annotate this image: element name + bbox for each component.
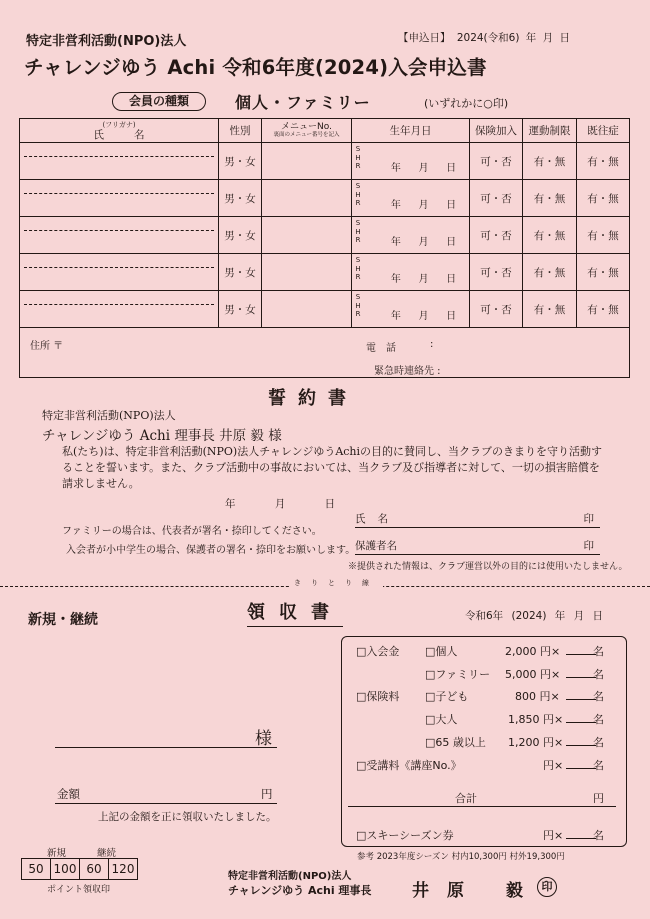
era-options[interactable] bbox=[354, 145, 362, 171]
footer-chair: チャレンジゆう Achi 理事長 bbox=[228, 884, 372, 897]
fee-family[interactable]: □ファミリー bbox=[425, 668, 491, 681]
amount-line[interactable] bbox=[55, 803, 277, 804]
fee-count-line[interactable] bbox=[566, 827, 596, 839]
era-option: S bbox=[355, 182, 361, 190]
birth-year-label: 年 bbox=[390, 163, 401, 174]
fee-total-label: 合計 bbox=[455, 792, 477, 805]
col-name-label: 氏名 bbox=[93, 129, 175, 141]
fee-admission[interactable]: □入会金 bbox=[356, 645, 400, 658]
total-line[interactable] bbox=[348, 806, 616, 807]
insurance-field[interactable]: 可・否 bbox=[470, 143, 523, 180]
fee-unit: 名 bbox=[593, 690, 604, 703]
name-field[interactable] bbox=[20, 254, 219, 291]
menu-field[interactable] bbox=[262, 143, 352, 180]
fee-child-price: 800 円× bbox=[515, 690, 560, 703]
menu-field[interactable] bbox=[262, 217, 352, 254]
menu-field[interactable] bbox=[262, 254, 352, 291]
birth-field[interactable] bbox=[352, 291, 470, 328]
furigana-divider bbox=[24, 230, 214, 231]
era-option: S bbox=[355, 256, 361, 264]
furigana-label: (フリガナ) bbox=[102, 121, 136, 129]
birth-month-label: 月 bbox=[418, 274, 429, 285]
era-options[interactable] bbox=[354, 219, 362, 245]
birth-month-label: 月 bbox=[418, 311, 429, 322]
pledge-org: 特定非営利活動(NPO)法人 bbox=[42, 409, 176, 422]
fee-adult[interactable]: □大人 bbox=[425, 713, 458, 726]
fee-unit: 名 bbox=[593, 645, 604, 658]
gender-field[interactable]: 男・女 bbox=[219, 180, 262, 217]
birth-month-label: 月 bbox=[418, 163, 429, 174]
name-field[interactable] bbox=[20, 143, 219, 180]
fee-count-line[interactable] bbox=[566, 643, 596, 655]
era-option: H bbox=[355, 190, 361, 199]
birth-year-label: 年 bbox=[390, 200, 401, 211]
emergency-contact-label: 緊急時連絡先 : bbox=[374, 366, 441, 377]
guardian-field[interactable] bbox=[355, 538, 600, 555]
furigana-divider bbox=[24, 304, 214, 305]
col-menu bbox=[262, 119, 352, 143]
footer-chair-name: 井原 毅 bbox=[412, 881, 541, 901]
restriction-field[interactable]: 有・無 bbox=[523, 143, 577, 180]
org-name: 特定非営利活動(NPO)法人 bbox=[26, 34, 187, 49]
fee-ski[interactable]: □スキーシーズン券 bbox=[356, 829, 454, 842]
received-statement: 上記の金額を正に領収いたしました。 bbox=[98, 811, 277, 823]
address-row bbox=[20, 328, 630, 378]
gender-field[interactable]: 男・女 bbox=[219, 217, 262, 254]
amount-yen: 円 bbox=[261, 787, 273, 801]
footer-org: 特定非営利活動(NPO)法人 bbox=[228, 871, 352, 882]
insurance-field[interactable]: 可・否 bbox=[470, 254, 523, 291]
point-box[interactable]: 100 bbox=[50, 858, 80, 880]
era-option: H bbox=[355, 264, 361, 273]
restriction-field[interactable]: 有・無 bbox=[523, 254, 577, 291]
fee-unit: 名 bbox=[593, 759, 604, 772]
col-restriction: 運動制限 bbox=[523, 119, 577, 143]
col-birth: 生年月日 bbox=[352, 119, 470, 143]
fee-count-line[interactable] bbox=[566, 666, 596, 678]
restriction-field[interactable]: 有・無 bbox=[523, 217, 577, 254]
era-option: S bbox=[355, 145, 361, 153]
family-note: ファミリーの場合は、代表者が署名・捺印してください。 bbox=[62, 526, 322, 537]
cut-line-label: きりとり線 bbox=[290, 578, 383, 588]
restriction-field[interactable]: 有・無 bbox=[523, 180, 577, 217]
gender-field[interactable]: 男・女 bbox=[219, 254, 262, 291]
points-header: 新規 継続 bbox=[47, 848, 117, 859]
col-name bbox=[20, 119, 219, 143]
birth-field[interactable] bbox=[352, 180, 470, 217]
era-option: R bbox=[355, 199, 361, 207]
era-options[interactable] bbox=[354, 182, 362, 208]
point-box[interactable]: 120 bbox=[108, 858, 138, 880]
fee-unit: 名 bbox=[593, 713, 604, 726]
fee-course-price: 円× bbox=[543, 759, 564, 772]
member-row bbox=[20, 217, 630, 254]
birth-month-label: 月 bbox=[418, 200, 429, 211]
era-options[interactable] bbox=[354, 293, 362, 319]
pledge-addressee: チャレンジゆう Achi 理事長 井原 毅 様 bbox=[42, 428, 282, 444]
seal-mark: 印 bbox=[583, 513, 594, 525]
birth-day-label: 日 bbox=[446, 311, 457, 322]
fee-unit: 名 bbox=[593, 736, 604, 749]
member-type-note: (いずれかに○印) bbox=[424, 97, 509, 110]
pledge-title: 誓約書 bbox=[268, 388, 358, 409]
fee-ski-price: 円× bbox=[543, 829, 564, 842]
birth-field[interactable] bbox=[352, 217, 470, 254]
recipient-name-line[interactable] bbox=[55, 747, 277, 748]
minor-note: 入会者が小中学生の場合、保護者の署名・捺印をお願いします。 bbox=[66, 545, 356, 556]
birth-year-label: 年 bbox=[390, 237, 401, 248]
signature-field[interactable] bbox=[355, 511, 600, 528]
furigana-divider bbox=[24, 267, 214, 268]
history-field[interactable]: 有・無 bbox=[577, 217, 630, 254]
receipt-title: 領収書 bbox=[247, 598, 343, 627]
pledge-date: 年 月 日 bbox=[225, 498, 336, 510]
col-history: 既往症 bbox=[577, 119, 630, 143]
history-field[interactable]: 有・無 bbox=[577, 143, 630, 180]
member-row bbox=[20, 143, 630, 180]
pledge-body: 私(たち)は、特定非営利活動(NPO)法人チャレンジゆうAchiの目的に賛同し、当クラブのきまりを守り活動することを誓います。また、クラブ活動中の事故においては、当クラブ及び指導者に対して、一切の損害賠償を請求しません。 bbox=[62, 445, 603, 490]
birth-field[interactable] bbox=[352, 254, 470, 291]
col-menu-label: メニューNo. bbox=[281, 122, 332, 132]
fee-adult-price: 1,850 円× bbox=[508, 713, 564, 726]
member-row bbox=[20, 291, 630, 328]
gender-field[interactable]: 男・女 bbox=[219, 143, 262, 180]
fee-senior[interactable]: □65 歳以上 bbox=[425, 736, 486, 749]
fee-child[interactable]: □子ども bbox=[425, 690, 469, 703]
fee-insurance[interactable]: □保険料 bbox=[356, 690, 400, 703]
name-field[interactable] bbox=[20, 217, 219, 254]
fee-individual-price: 2,000 円× bbox=[505, 645, 561, 658]
fee-family-price: 5,000 円× bbox=[505, 668, 561, 681]
points-boxes bbox=[21, 858, 138, 880]
era-option: H bbox=[355, 301, 361, 310]
application-date: 【申込日】 2024(令和6) 年 月 日 bbox=[398, 32, 570, 44]
col-gender: 性別 bbox=[219, 119, 262, 143]
birth-day-label: 日 bbox=[446, 200, 457, 211]
guardian-seal-mark: 印 bbox=[583, 540, 594, 552]
insurance-field[interactable]: 可・否 bbox=[470, 217, 523, 254]
history-field[interactable]: 有・無 bbox=[577, 180, 630, 217]
era-option: H bbox=[355, 153, 361, 162]
fee-count-line[interactable] bbox=[566, 711, 596, 723]
receipt-date: 令和6年 (2024) 年 月 日 bbox=[465, 610, 603, 622]
member-type-label: 会員の種類 bbox=[112, 92, 206, 111]
era-option: S bbox=[355, 293, 361, 301]
furigana-divider bbox=[24, 193, 214, 194]
honorific-sama: 様 bbox=[255, 729, 272, 749]
fee-count-line[interactable] bbox=[566, 734, 596, 746]
fee-senior-price: 1,200 円× bbox=[508, 736, 564, 749]
point-box[interactable]: 50 bbox=[21, 858, 51, 880]
birth-day-label: 日 bbox=[446, 274, 457, 285]
name-field[interactable] bbox=[20, 291, 219, 328]
signature-label: 氏名 bbox=[355, 513, 400, 525]
era-option: H bbox=[355, 227, 361, 236]
insurance-field[interactable]: 可・否 bbox=[470, 291, 523, 328]
birth-year-label: 年 bbox=[390, 274, 401, 285]
era-option: R bbox=[355, 273, 361, 281]
birth-month-label: 月 bbox=[418, 237, 429, 248]
name-field[interactable] bbox=[20, 180, 219, 217]
insurance-field[interactable]: 可・否 bbox=[470, 180, 523, 217]
address-label: 住所 〒 bbox=[30, 341, 64, 352]
birth-field[interactable] bbox=[352, 143, 470, 180]
new-renew-label: 新規・継続 bbox=[28, 612, 98, 628]
member-type-options[interactable]: 個人・ファミリー bbox=[235, 93, 371, 112]
fee-course[interactable]: □受講料《講座No.》 bbox=[356, 759, 462, 772]
fee-total-yen: 円 bbox=[593, 792, 604, 805]
table-header-row bbox=[20, 119, 630, 143]
guardian-label: 保護者名 bbox=[355, 540, 397, 552]
fee-unit: 名 bbox=[593, 668, 604, 681]
era-options[interactable] bbox=[354, 256, 362, 282]
fee-count-line[interactable] bbox=[566, 757, 596, 769]
menu-field[interactable] bbox=[262, 180, 352, 217]
points-footer: ポイント領収印 bbox=[47, 885, 111, 895]
birth-year-label: 年 bbox=[390, 311, 401, 322]
address-cell[interactable] bbox=[20, 328, 630, 378]
footer-seal: 印 bbox=[537, 877, 557, 897]
member-table bbox=[19, 118, 630, 378]
era-option: R bbox=[355, 236, 361, 244]
fee-count-line[interactable] bbox=[566, 688, 596, 700]
restriction-field[interactable]: 有・無 bbox=[523, 291, 577, 328]
amount-label: 金額 bbox=[57, 787, 80, 801]
phone-colon: : bbox=[430, 339, 434, 350]
reference-note: 参考 2023年度シーズン 村内10,300円 村外19,300円 bbox=[357, 852, 565, 862]
history-field[interactable]: 有・無 bbox=[577, 254, 630, 291]
gender-field[interactable]: 男・女 bbox=[219, 291, 262, 328]
era-option: R bbox=[355, 310, 361, 318]
member-row bbox=[20, 180, 630, 217]
point-box[interactable]: 60 bbox=[79, 858, 109, 880]
birth-day-label: 日 bbox=[446, 237, 457, 248]
col-menu-note: 裏面のメニュー番号を記入 bbox=[273, 132, 340, 138]
member-row bbox=[20, 254, 630, 291]
history-field[interactable]: 有・無 bbox=[577, 291, 630, 328]
furigana-divider bbox=[24, 156, 214, 157]
privacy-note: ※提供された情報は、クラブ運営以外の目的には使用いたしません。 bbox=[348, 562, 628, 572]
birth-day-label: 日 bbox=[446, 163, 457, 174]
page-title: チャレンジゆう Achi 令和6年度(2024)入会申込書 bbox=[24, 56, 487, 79]
col-insurance: 保険加入 bbox=[470, 119, 523, 143]
fee-individual[interactable]: □個人 bbox=[425, 645, 458, 658]
era-option: R bbox=[355, 162, 361, 170]
menu-field[interactable] bbox=[262, 291, 352, 328]
fee-unit: 名 bbox=[593, 829, 604, 842]
era-option: S bbox=[355, 219, 361, 227]
phone-label: 電話 bbox=[366, 343, 406, 354]
